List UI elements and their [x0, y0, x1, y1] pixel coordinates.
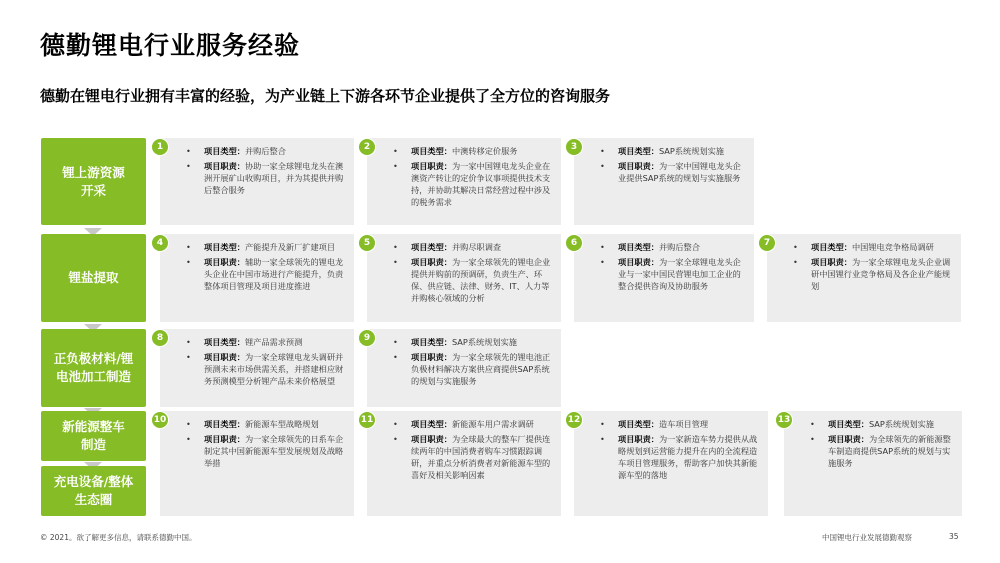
- project-duty-value: 为一家全球领先的锂电池正负极材料解决方案供应商提供SAP系统的规划与实施服务: [411, 352, 551, 386]
- project-type-label: 项目类型：: [618, 146, 659, 156]
- project-duty-label: 项目职责：: [204, 352, 245, 362]
- stage-label: 锂上游资源 开采: [62, 164, 125, 198]
- project-type-value: SAP系统规划实施: [451, 337, 517, 347]
- project-type-value: SAP系统规划实施: [658, 146, 724, 156]
- stage-label: 新能源整车 制造: [62, 419, 125, 452]
- bullet: •: [186, 161, 191, 171]
- project-type-value: 并购后整合: [658, 242, 700, 252]
- project-type: [186, 418, 346, 430]
- project-type-value: 中国锂电竞争格局调研: [851, 242, 934, 252]
- stage-label: 充电设备/整体 生态圈: [53, 474, 134, 507]
- project-duty-label: 项目职责：: [411, 352, 452, 362]
- bullet: •: [186, 434, 191, 444]
- page-subtitle: 德勤在锂电行业拥有丰富的经验，为产业链上下游各环节企业提供了全方位的咨询服务: [40, 87, 611, 105]
- project-duty-value: 为一家中国锂电龙头企业提供SAP系统的规划与实施服务: [618, 161, 741, 183]
- project-card: [363, 234, 561, 322]
- project-type: [600, 418, 760, 430]
- project-type-label: 项目类型：: [828, 419, 869, 429]
- bullet: •: [600, 257, 605, 267]
- project-type-label: 项目类型：: [411, 419, 452, 429]
- project-type-value: 产能提升及新厂扩建项目: [244, 242, 336, 252]
- bullet: •: [393, 242, 398, 252]
- project-duty: [393, 256, 553, 304]
- project-type: [810, 418, 954, 430]
- project-duty: [600, 256, 746, 292]
- project-type-value: SAP系统规划实施: [868, 419, 934, 429]
- project-duty-value: 为一家全球锂电龙头企业调研中国锂行业竞争格局及各企业产能规划: [811, 257, 951, 291]
- bullet: •: [793, 257, 798, 267]
- project-duty-label: 项目职责：: [811, 257, 852, 267]
- stage-nev-manufacturing: [41, 411, 146, 461]
- bullet: •: [810, 434, 815, 444]
- project-duty-label: 项目职责：: [618, 257, 659, 267]
- bullet: •: [186, 352, 191, 362]
- bullet: •: [393, 257, 398, 267]
- project-duty-label: 项目职责：: [828, 434, 869, 444]
- project-card: [570, 138, 754, 225]
- bullet: •: [600, 242, 605, 252]
- project-type: [600, 241, 746, 253]
- card-number-badge: 10: [151, 411, 169, 429]
- project-card: [570, 234, 754, 322]
- project-type-value: 并购后整合: [244, 146, 286, 156]
- project-type-label: 项目类型：: [618, 242, 659, 252]
- project-duty-value: 辅助一家全球领先的锂电龙头企业在中国市场进行产能提升，负责整体项目管理及项目进度推进: [204, 257, 344, 291]
- project-type-label: 项目类型：: [411, 146, 452, 156]
- project-duty: [393, 351, 553, 387]
- project-duty: [793, 256, 953, 292]
- project-type: [393, 418, 553, 430]
- project-duty: [393, 160, 553, 208]
- project-duty-label: 项目职责：: [411, 161, 452, 171]
- card-number-badge: 4: [151, 234, 169, 252]
- project-duty-value: 为一家全球领先的锂电企业提供并购前的预调研，负责生产、环保、供应链、法律、财务、IT、人力等并购核心领域的分析: [411, 257, 551, 303]
- project-duty-value: 为一家全球锂电龙头企业与一家中国民营锂电加工企业的整合提供咨询及协助服务: [618, 257, 741, 291]
- project-type-value: 并购尽职调查: [451, 242, 502, 252]
- project-card: [567, 411, 768, 516]
- bullet: •: [600, 161, 605, 171]
- project-duty-label: 项目职责：: [204, 161, 245, 171]
- project-type: [393, 336, 553, 348]
- project-duty-value: 为一家新造车势力提供从战略规划到运营能力提升在内的全流程造车项目管理服务，帮助客户加快其新能源车型的落地: [618, 434, 758, 480]
- project-duty: [186, 256, 346, 292]
- card-number-badge: 9: [358, 329, 376, 347]
- card-number-badge: 13: [775, 411, 793, 429]
- stage-label: 锂盐提取: [68, 270, 119, 285]
- project-type: [393, 241, 553, 253]
- project-card: [156, 138, 354, 225]
- bullet: •: [600, 434, 605, 444]
- bullet: •: [393, 352, 398, 362]
- card-number-badge: 5: [358, 234, 376, 252]
- stage-upstream-mining: [41, 138, 146, 225]
- project-type-value: 中澳转移定价服务: [451, 146, 518, 156]
- project-card: [153, 411, 354, 516]
- card-number-badge: 6: [565, 234, 583, 252]
- project-type: [186, 336, 346, 348]
- project-duty: [186, 433, 346, 469]
- card-number-badge: 1: [151, 138, 169, 156]
- bullet: •: [186, 242, 191, 252]
- project-type-label: 项目类型：: [204, 337, 245, 347]
- project-type-label: 项目类型：: [204, 146, 245, 156]
- project-type-value: 锂产品需求预测: [244, 337, 303, 347]
- project-duty-value: 协助一家全球锂电龙头在澳洲开展矿山收购项目，并为其提供并购后整合服务: [204, 161, 344, 195]
- project-duty: [600, 160, 746, 184]
- project-duty-label: 项目职责：: [204, 257, 245, 267]
- project-duty-value: 为一家全球锂电龙头调研并预测未来市场供需关系，并搭建相应财务预测模型分析锂产品未来价格展望: [204, 352, 344, 386]
- project-card: [363, 138, 561, 225]
- project-type: [393, 145, 553, 157]
- project-type: [186, 145, 346, 157]
- bullet: •: [810, 419, 815, 429]
- project-type-label: 项目类型：: [411, 242, 452, 252]
- project-duty-label: 项目职责：: [618, 434, 659, 444]
- project-duty: [600, 433, 760, 481]
- project-duty-label: 项目职责：: [618, 161, 659, 171]
- bullet: •: [393, 146, 398, 156]
- project-duty-label: 项目职责：: [204, 434, 245, 444]
- bullet: •: [600, 419, 605, 429]
- project-duty-label: 项目职责：: [411, 257, 452, 267]
- stage-materials-battery: [41, 329, 146, 407]
- project-duty-label: 项目职责：: [411, 434, 452, 444]
- bullet: •: [186, 257, 191, 267]
- bullet: •: [793, 242, 798, 252]
- project-card: [777, 411, 962, 516]
- page-title: 德勤锂电行业服务经验: [40, 31, 301, 60]
- project-type-value: 新能源车用户需求调研: [451, 419, 534, 429]
- project-duty: [393, 433, 553, 481]
- bullet: •: [186, 146, 191, 156]
- project-card: [156, 234, 354, 322]
- project-duty: [810, 433, 954, 469]
- project-duty-value: 为全球最大的整车厂提供连续两年的中国消费者购车习惯跟踪调研，并重点分析消费者对新能源车型的喜好及相关影响因素: [411, 434, 551, 480]
- project-card: [763, 234, 961, 322]
- project-type-label: 项目类型：: [204, 419, 245, 429]
- bullet: •: [393, 337, 398, 347]
- card-number-badge: 8: [151, 329, 169, 347]
- project-type-label: 项目类型：: [811, 242, 852, 252]
- stage-charging-ecosystem: [41, 466, 146, 516]
- bullet: •: [186, 419, 191, 429]
- project-type-label: 项目类型：: [411, 337, 452, 347]
- project-type: [793, 241, 953, 253]
- bullet: •: [393, 419, 398, 429]
- card-number-badge: 3: [565, 138, 583, 156]
- project-type: [600, 145, 746, 157]
- page-number: 35: [949, 532, 959, 541]
- project-type-value: 新能源车型战略规划: [244, 419, 319, 429]
- project-card: [156, 329, 354, 407]
- project-type: [186, 241, 346, 253]
- project-type-label: 项目类型：: [204, 242, 245, 252]
- stage-lithium-salt: [41, 234, 146, 322]
- project-duty: [186, 160, 346, 196]
- bullet: •: [393, 161, 398, 171]
- bullet: •: [186, 337, 191, 347]
- project-duty: [186, 351, 346, 387]
- project-type-value: 造车项目管理: [658, 419, 709, 429]
- project-duty-value: 为一家中国锂电龙头企业在澳资产转让的定价争议事项提供技术支持，并协助其解决日常经营过程中涉及的税务需求: [411, 161, 551, 207]
- project-duty-value: 为全球领先的新能源整车制造商提供SAP系统的规划与实施服务: [828, 434, 951, 468]
- card-number-badge: 2: [358, 138, 376, 156]
- card-number-badge: 7: [758, 234, 776, 252]
- project-card: [363, 329, 561, 407]
- project-duty-value: 为一家全球领先的日系车企制定其中国新能源车型发展规划及战略举措: [204, 434, 344, 468]
- project-card: [360, 411, 561, 516]
- bullet: •: [393, 434, 398, 444]
- copyright-footer: © 2021。欲了解更多信息，请联系德勤中国。: [40, 533, 197, 542]
- project-type-label: 项目类型：: [618, 419, 659, 429]
- stage-label: 正负极材料/锂 电池加工制造: [53, 351, 134, 384]
- card-number-badge: 12: [565, 411, 583, 429]
- bullet: •: [600, 146, 605, 156]
- card-number-badge: 11: [358, 411, 376, 429]
- report-name-footer: 中国锂电行业发展德勤观察: [822, 533, 912, 542]
